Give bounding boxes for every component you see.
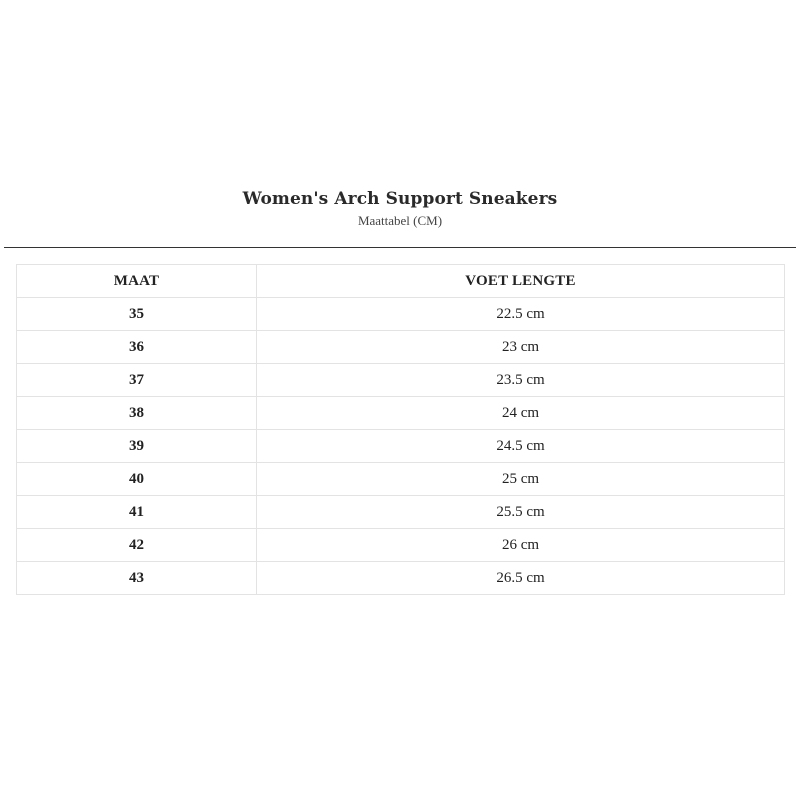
table-row — [17, 298, 785, 331]
size-cell: 35 — [17, 298, 257, 331]
size-cell: 37 — [17, 364, 257, 397]
size-cell: 40 — [17, 463, 257, 496]
foot-length-cell: 24.5 cm — [257, 430, 785, 463]
foot-length-cell: 23.5 cm — [257, 364, 785, 397]
size-cell: 39 — [17, 430, 257, 463]
size-cell: 41 — [17, 496, 257, 529]
size-cell: 36 — [17, 331, 257, 364]
table-row — [17, 463, 785, 496]
foot-length-cell: 23 cm — [257, 331, 785, 364]
table-row — [17, 430, 785, 463]
foot-length-cell: 25.5 cm — [257, 496, 785, 529]
table-header-row — [17, 265, 785, 298]
foot-length-cell: 26 cm — [257, 529, 785, 562]
page-subtitle: Maattabel (CM) — [357, 213, 443, 228]
size-cell: 38 — [17, 397, 257, 430]
table-row — [17, 529, 785, 562]
column-header-foot-length: VOET LENGTE — [257, 265, 785, 298]
size-chart-table — [16, 264, 785, 595]
foot-length-cell: 26.5 cm — [257, 562, 785, 595]
page-title: Women's Arch Support Sneakers — [242, 189, 558, 209]
table-row — [17, 562, 785, 595]
table-row — [17, 331, 785, 364]
size-cell: 43 — [17, 562, 257, 595]
header-divider — [4, 247, 796, 248]
foot-length-cell: 25 cm — [257, 463, 785, 496]
size-cell: 42 — [17, 529, 257, 562]
page-header — [0, 186, 800, 230]
column-header-size: MAAT — [17, 265, 257, 298]
table-row — [17, 364, 785, 397]
table-row — [17, 496, 785, 529]
foot-length-cell: 24 cm — [257, 397, 785, 430]
table-row — [17, 397, 785, 430]
foot-length-cell: 22.5 cm — [257, 298, 785, 331]
